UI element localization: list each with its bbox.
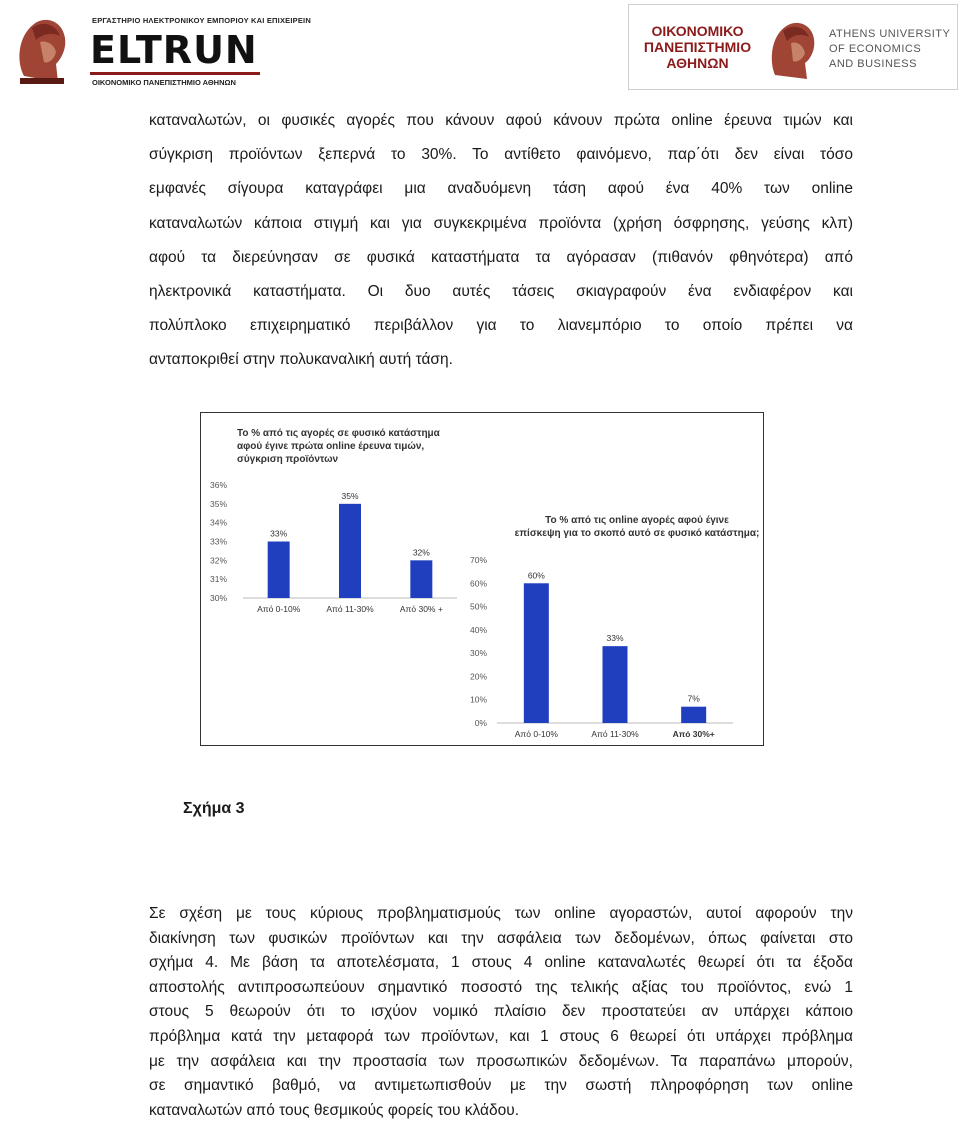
y-tick-label: 0%	[474, 718, 487, 728]
text-line: με την ασφάλεια και την προστασία των προσωπικών δεδομένων. Τα παραπάνω μπορούν,	[149, 1052, 853, 1070]
category-label: Από 0-10%	[514, 729, 558, 739]
text-line: καταναλωτών κάποια στιγμή και για συγκεκριμένα προϊόντα (χρήση όσφρησης, γεύσης κλπ)	[149, 214, 853, 232]
text-line: σε σημαντικό βαθμό, να αντιμετωπισθούν με την σωστή πληροφόρηση των online	[149, 1077, 853, 1095]
y-tick-label: 40%	[469, 624, 487, 635]
text-line: σχήμα 4. Με βάση τα αποτελέσματα, 1 στους 4 online καταναλωτές θεωρεί ότι τα έξοδα	[149, 954, 853, 972]
text-line: σύγκριση προϊόντων ξεπερνά το 30%. Το αντίθετο φαινόμενο, παρ΄ότι δεν είναι τόσο	[149, 146, 853, 164]
page-header	[0, 0, 960, 92]
y-tick-label: 30%	[209, 593, 227, 603]
bar	[339, 504, 361, 598]
bar	[268, 542, 290, 599]
eltrun-logo	[6, 4, 311, 88]
text-line: καταναλωτών από τους θεσμικούς φορείς του κλάδου.	[149, 1101, 520, 1119]
y-tick-label: 20%	[469, 671, 487, 682]
text-line: ηλεκτρονικά καταστήματα. Οι δυο αυτές τάσεις σκιαγραφούν ένα ενδιαφέρον και	[149, 283, 853, 301]
aueb-logo	[628, 4, 958, 90]
y-tick-label: 60%	[469, 578, 487, 589]
bar	[410, 560, 432, 598]
bar	[681, 707, 706, 723]
text-line: Σε σχέση με τους κύριους προβληματισμούς των online αγοραστών, αυτοί αφορούν την	[149, 905, 853, 922]
data-label: 33%	[606, 633, 624, 644]
y-tick-label: 50%	[469, 601, 487, 612]
chart-title: σύγκριση προϊόντων	[237, 454, 339, 465]
text-line: αφού τα διερεύνησαν σε φυσικά καταστήματα τα αγόρασαν (πιθανόν φθηνότερα) από	[149, 248, 853, 266]
category-label: Από 0-10%	[257, 604, 301, 614]
aueb-greek-name: ΟΙΚΟΝΟΜΙΚΟ ΠΑΝΕΠΙΣΤΗΜΙΟ ΑΘΗΝΩΝ	[643, 23, 752, 71]
text-line: πολύπλοκο επιχειρηματικό περιβάλλον για το λιανεμπόριο το οποίο πρέπει να	[149, 317, 853, 335]
data-label: 32%	[412, 547, 430, 558]
chart-title: επίσκεψη για το σκοπό αυτό σε φυσικό κατάστημα;	[514, 528, 760, 539]
y-tick-label: 35%	[209, 498, 227, 509]
category-label: Από 11-30%	[591, 729, 639, 739]
figure-charts	[200, 412, 764, 746]
text-line: στους 5 θεωρούν ότι το ισχύον νομικό πλαίσιο δεν προστατεύει αν υπάρχει κάποιο	[149, 1003, 853, 1021]
text-line: πρόβλημα κατά την μεταφορά των προϊόντων, και 1 στους 6 θεωρεί ότι υπάρχει πρόβλημα	[149, 1027, 853, 1045]
data-label: 35%	[341, 490, 359, 501]
figure-caption: Σχήμα 3	[183, 800, 245, 817]
y-tick-label: 30%	[469, 648, 487, 659]
text-line: διακίνηση των φυσικών προϊόντων και την ασφάλεια των δεδομένων, όπως φαίνεται στο	[149, 929, 853, 947]
category-label: Από 11-30%	[326, 604, 374, 614]
chart-title: αφού έγινε πρώτα online έρευνα τιμών,	[237, 441, 425, 452]
eltrun-university: ΟΙΚΟΝΟΜΙΚΟ ΠΑΝΕΠΙΣΤΗΜΙΟ ΑΘΗΝΩΝ	[92, 78, 236, 87]
body-paragraph-1	[149, 104, 853, 378]
y-tick-label: 32%	[209, 555, 227, 566]
text-line: καταναλωτών, οι φυσικές αγορές που κάνουν αφού κάνουν πρώτα online έρευνα τιμών και	[149, 112, 853, 129]
category-label: Από 30%+	[672, 729, 715, 739]
y-tick-label: 36%	[209, 480, 227, 490]
chart-title: Το % από τις αγορές σε φυσικό κατάστημα	[237, 428, 440, 439]
text-line: ανταποκριθεί στην πολυκαναλική αυτή τάση.	[149, 351, 453, 369]
data-label: 60%	[527, 570, 545, 581]
category-label: Από 30% +	[399, 604, 443, 614]
chart-physical-store-purchases	[210, 428, 457, 614]
body-paragraph-2	[149, 902, 853, 1123]
y-tick-label: 10%	[469, 694, 487, 705]
athena-bust-icon	[763, 11, 823, 83]
chart-online-purchases	[470, 515, 759, 739]
y-tick-label: 70%	[469, 555, 487, 565]
chart-title: Το % από τις online αγορές αφού έγινε	[545, 515, 729, 526]
data-label: 33%	[270, 528, 288, 539]
logo-divider	[90, 72, 260, 75]
y-tick-label: 34%	[209, 517, 227, 528]
data-label: 7%	[687, 693, 700, 704]
text-line: αποστολής αντιπροσωπεύουν σημαντικό ποσοστό της τελικής αξίας του προϊόντος, ενώ 1	[149, 978, 853, 996]
aueb-english-name: ATHENS UNIVERSITY OF ECONOMICS AND BUSINESS	[829, 28, 951, 70]
charts-svg	[201, 413, 763, 745]
y-tick-label: 33%	[209, 536, 227, 547]
bar	[603, 646, 628, 723]
athena-bust-icon	[6, 6, 76, 86]
eltrun-wordmark: ELTRUN	[90, 28, 258, 72]
text-line: εμφανές σίγουρα καταγράφει μια αναδυόμενη τάση αφού ένα 40% των online	[149, 180, 853, 198]
y-tick-label: 31%	[209, 574, 227, 585]
bar	[524, 583, 549, 723]
eltrun-subtitle: ΕΡΓΑΣΤΗΡΙΟ ΗΛΕΚΤΡΟΝΙΚΟΥ ΕΜΠΟΡΙΟΥ ΚΑΙ ΕΠΙΧΕΙΡΕΙΝ	[92, 16, 311, 25]
